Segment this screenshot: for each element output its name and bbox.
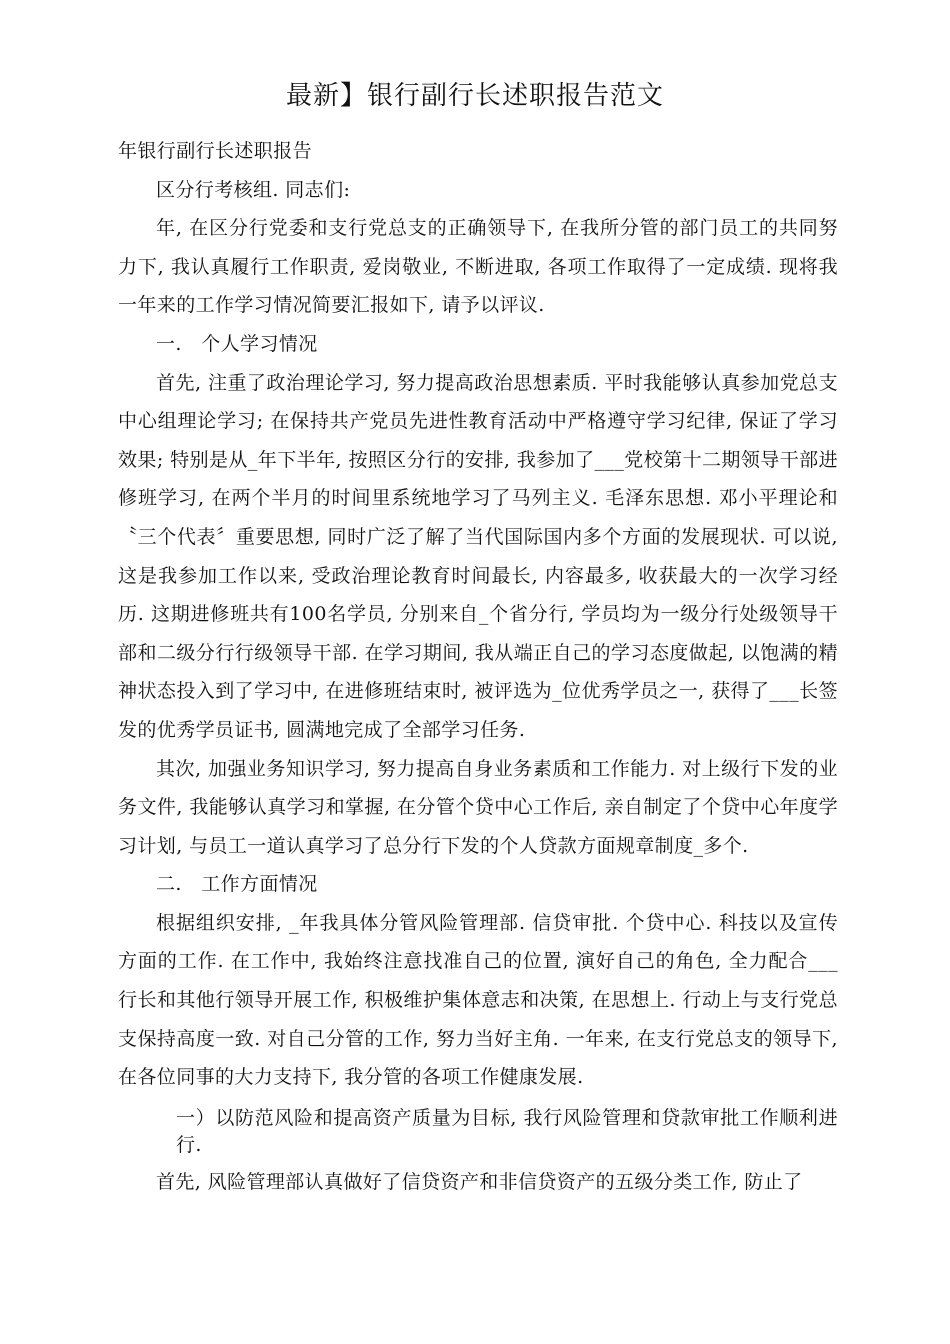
document-title: 最新】银行副行长述职报告范文 [285, 81, 664, 111]
paragraph-risk: 首先, 风险管理部认真做好了信贷资产和非信贷资产的五级分类工作, 防止了 [156, 1170, 803, 1193]
document-body [118, 132, 838, 1201]
salutation: 区分行考核组. 同志们: [156, 178, 351, 201]
paragraph-intro: 年, 在区分行党委和支行党总支的正确领导下, 在我所分管的部门员工的共同努力下, 我认真履行工作职责, 爱岗敬业, 不断进取, 各项工作取得了一定成绩. 现将我一年来的工作学习情况简要汇报如下, 请予以评议. [118, 217, 838, 317]
paragraph-study-first: 首先, 注重了政治理论学习, 努力提高政治思想素质. 平时我能够认真参加党总支中心组理论学习; 在保持共产党员先进性教育活动中严格遵守学习纪律, 保证了学习效果; 特别是从_年下半年, 按照区分行的安排, 我参加了___党校第十二期领导干部进修班学习, 在两个半月的时间里系统地学习了马列主义. 毛泽东思想. 邓小平理论和〝三个代表〞重要思想, 同时广泛了解了当代国际国内多个方面的发展现状. 可以说, 这是我参加工作以来, 受政治理论教育时间最长, 内容最多, 收获最大的一次学习经历. 这期进修班共有100名学员, 分别来自_个省分行, 学员均为一级分行处级领导干部和二级分行行级领导干部. 在学习期间, 我从端正自己的学习态度做起, 以饱满的精神状态投入到了学习中, 在进修班结束时, 被评选为_位优秀学员之一, 获得了___长签发的优秀学员证书, 圆满地完成了全部学习任务. [118, 371, 838, 741]
paragraph-study-second: 其次, 加强业务知识学习, 努力提高自身业务素质和工作能力. 对上级行下发的业务文件, 我能够认真学习和掌握, 在分管个贷中心工作后, 亲自制定了个贷中心年度学习计划, 与员工一道认真学习了总分行下发的个人贷款方面规章制度_多个. [118, 757, 838, 857]
section-heading-work: 二. 工作方面情况 [156, 873, 318, 896]
section-heading-study: 一. 个人学习情况 [156, 332, 318, 355]
paragraph-work: 根据组织安排, _年我具体分管风险管理部. 信贷审批. 个贷中心. 科技以及宣传方面的工作. 在工作中, 我始终注意找准自己的位置, 演好自己的角色, 全力配合___行长和其他行领导开展工作, 积极维护集体意志和决策, 在思想上. 行动上与支行党总支保持高度一致. 对自己分管的工作, 努力当好主角. 一年来, 在支行党总支的领导下, 在各位同事的大力支持下, 我分管的各项工作健康发展. [118, 911, 838, 1089]
subsection-heading-risk: 一）以防范风险和提高资产质量为目标, 我行风险管理和贷款审批工作顺利进行. [176, 1106, 838, 1156]
document-subtitle: 年银行副行长述职报告 [118, 140, 313, 162]
